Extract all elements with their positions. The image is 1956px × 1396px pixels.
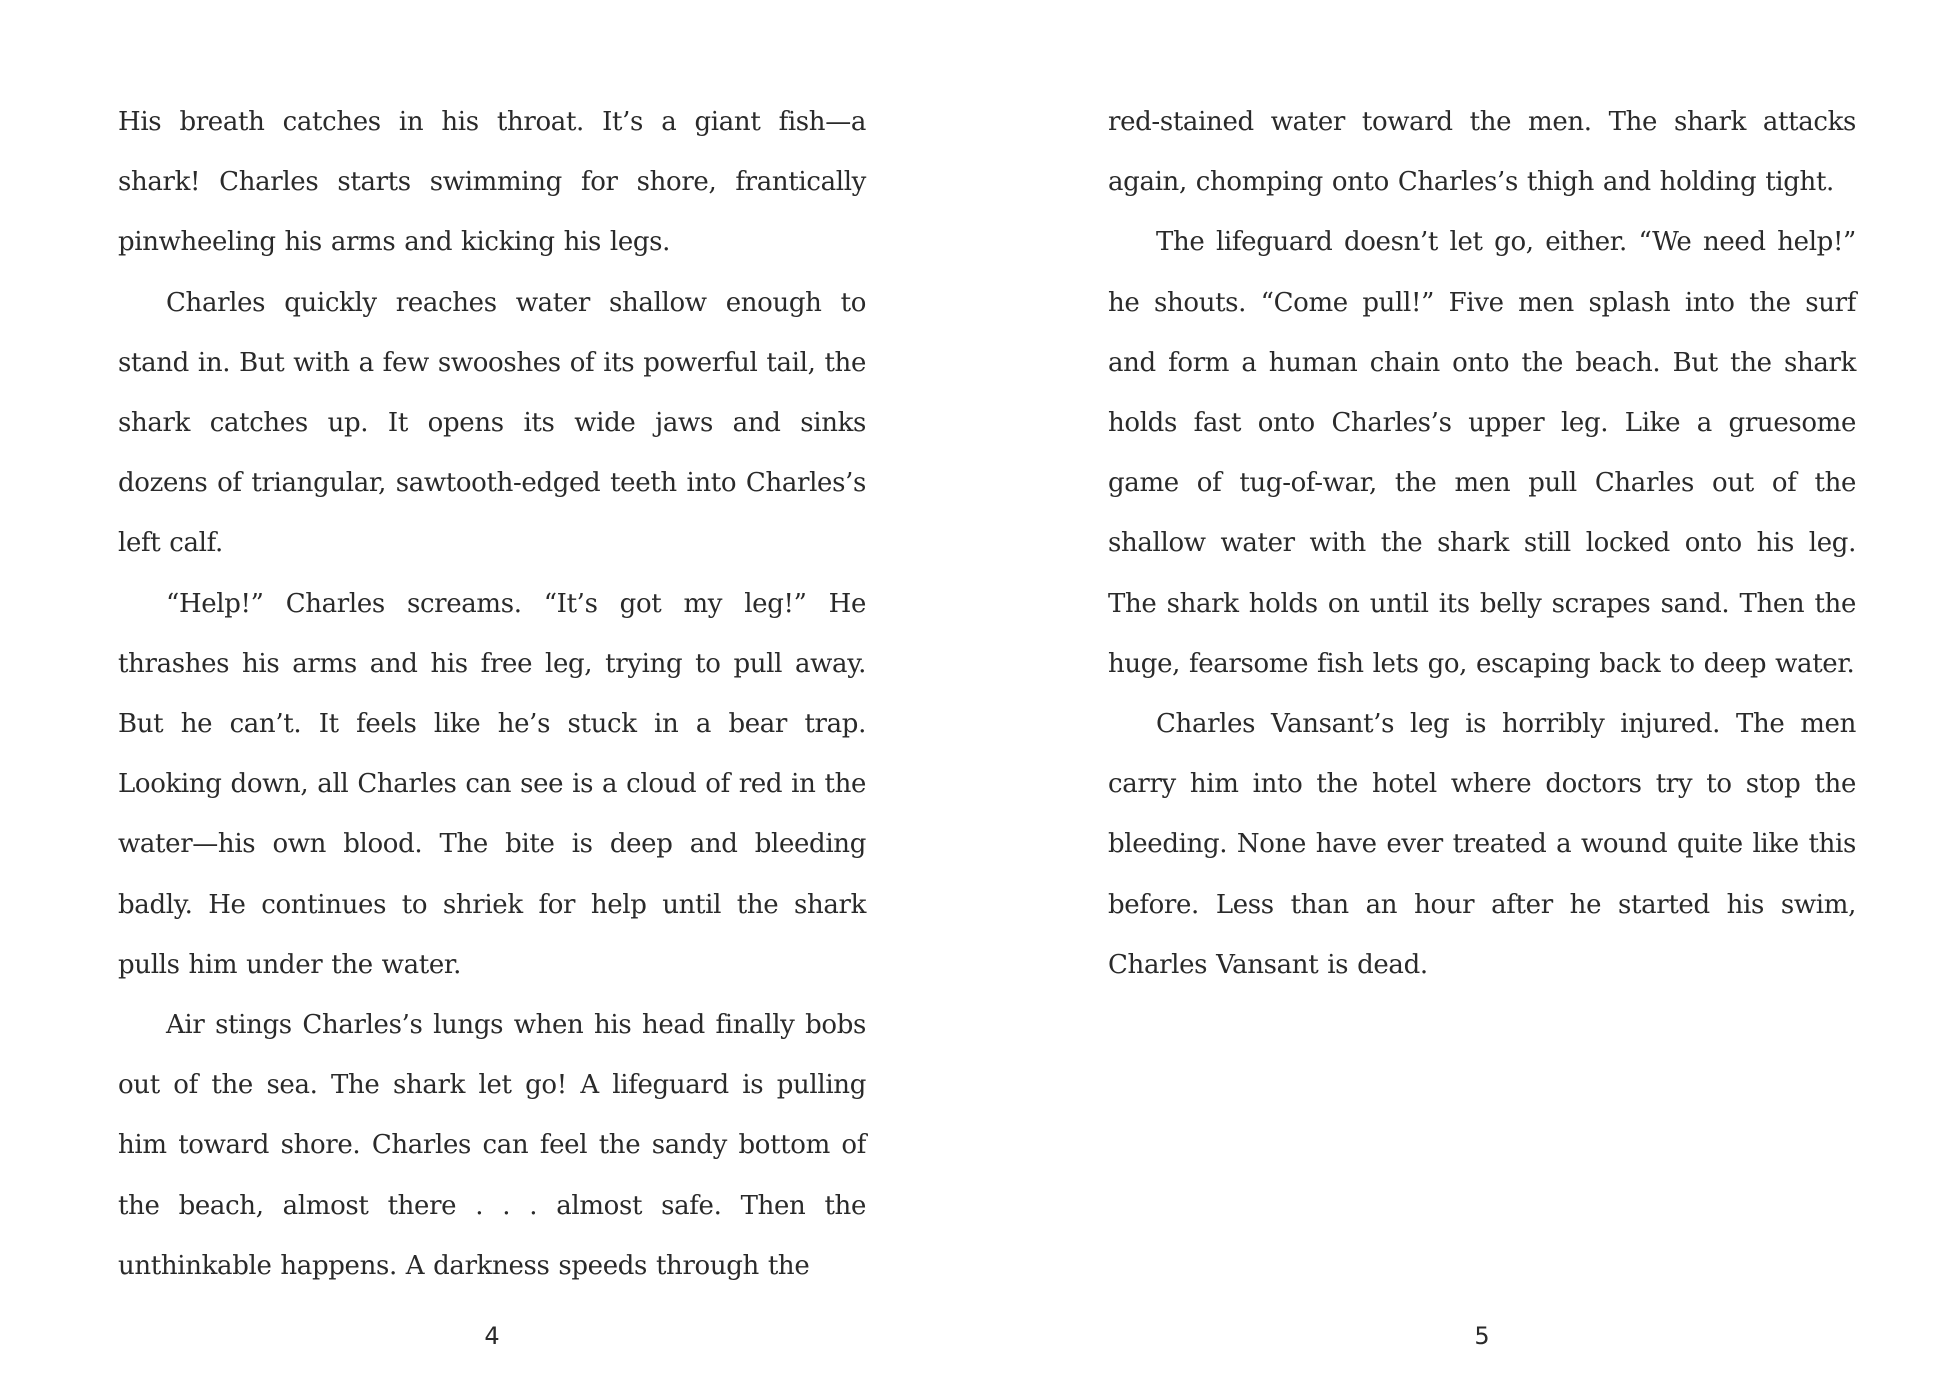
paragraph: Charles Vansant’s leg is horribly injured. The men carry him into the hotel where doctors try to stop the bleeding. None have ever treated a wound quite like this before. Less than an hour after he started his swim, Charles Vansant is dead. <box>1108 709 1856 980</box>
paragraph: red-stained water toward the men. The shark attacks again, chomping onto Charles’s thigh and holding tight. <box>1108 107 1856 198</box>
left-page-text <box>118 92 866 1296</box>
paragraph: Air stings Charles’s lungs when his head finally bobs out of the sea. The shark let go! A lifeguard is pulling him toward shore. Charles can feel the sandy bottom of the beach, almost there . . . almost safe. Then the unthinkable happens. A darkness speeds through the <box>118 1010 866 1281</box>
page-number-left: 4 <box>484 1322 500 1350</box>
paragraph: The lifeguard doesn’t let go, either. “We need help!” he shouts. “Come pull!” Five men splash into the surf and form a human chain onto the beach. But the shark holds fast onto Charles’s upper leg. Like a gruesome game of tug-of-war, the men pull Charles out of the shallow water with the shark still locked onto his leg. The shark holds on until its belly scrapes sand. Then the huge, fearsome fish lets go, escaping back to deep water. <box>1108 227 1856 679</box>
right-page-text <box>1108 92 1856 995</box>
paragraph: His breath catches in his throat. It’s a giant fish—a shark! Charles starts swimming for shore, frantically pinwheeling his arms and kicking his legs. <box>118 107 866 258</box>
paragraph: Charles quickly reaches water shallow enough to stand in. But with a few swooshes of its powerful tail, the shark catches up. It opens its wide jaws and sinks dozens of triangular, sawtooth-edged teeth into Charles’s left calf. <box>118 287 866 559</box>
page-number-right: 5 <box>1474 1322 1490 1350</box>
paragraph: “Help!” Charles screams. “It’s got my leg!” He thrashes his arms and his free leg, trying to pull away. But he can’t. It feels like he’s stuck in a bear trap. Looking down, all Charles can see is a cloud of red in the water—his own blood. The bite is deep and bleeding badly. He continues to shriek for help until the shark pulls him under the water. <box>118 588 866 980</box>
